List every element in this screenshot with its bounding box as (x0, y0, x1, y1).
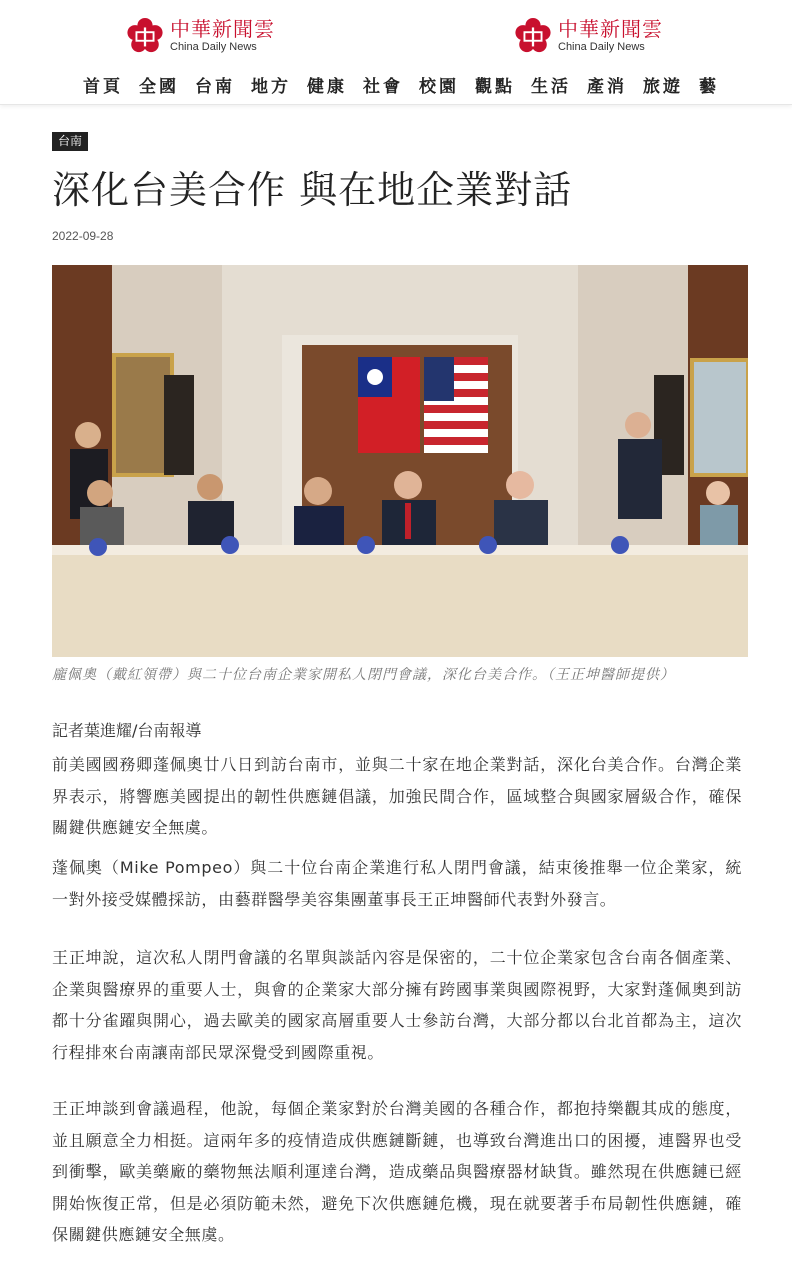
nav-item-health[interactable]: 健康 (307, 77, 347, 97)
logo-chinese-text: 中華新聞雲 (558, 17, 663, 41)
nav-item-arts[interactable]: 藝 (699, 77, 719, 97)
article-paragraph: 王正坤談到會議過程，他說，每個企業家對於台灣美國的各種合作，都抱持樂觀其成的態度，並且願意全力相挺。這兩年多的疫情造成供應鏈斷鏈，也導致台灣進出口的困擾，連醫界也受到衝擊，歐美藥廠的藥物無法順利運達台灣，造成藥品與醫療器材缺貨。雖然現在供應鏈已經開始恢復正常，但是必須防範未然，避免下次供應鏈危機，現在就要著手布局韌性供應鏈，確保關鍵供應鏈安全無虞。 (52, 1099, 742, 1244)
meeting-photo-illustration (52, 265, 748, 657)
category-tag[interactable]: 台南 (52, 132, 88, 151)
logo-flower-icon (514, 17, 552, 55)
logo-flower-icon (126, 17, 164, 55)
article-byline: 記者葉進耀/台南報導 (52, 721, 202, 740)
site-header (0, 0, 792, 105)
article-paragraph: 王正坤說，這次私人閉門會議的名單與談話內容是保密的，二十位企業家包含台南各個產業、企業與醫療界的重要人士，與會的企業家大部分擁有跨國事業與國際視野，大家對蓬佩奧到訪都十分雀躍與開心，過去歐美的國家高層重要人士參訪台灣，大部分都以台北首都為主，這次行程排來台南讓南部民眾深覺受到國際重視。 (52, 948, 742, 1062)
nav-item-opinion[interactable]: 觀點 (475, 77, 515, 97)
nav-item-industry[interactable]: 產消 (587, 77, 627, 97)
article-paragraph: 蓬佩奧（Mike Pompeo）與二十位台南企業進行私人閉門會議，結束後推舉一位企業家，統一對外接受媒體採訪，由藝群醫學美容集團董事長王正坤醫師代表對外發言。 (52, 858, 742, 909)
article-date: 2022-09-28 (52, 229, 114, 243)
nav-item-tainan[interactable]: 台南 (195, 77, 235, 97)
photo-caption: 龐佩奧（戴紅領帶）與二十位台南企業家開私人閉門會議，深化台美合作。（王正坤醫師提供） (52, 667, 675, 683)
nav-item-society[interactable]: 社會 (363, 77, 403, 97)
logo-chinese-text: 中華新聞雲 (170, 17, 275, 41)
nav-item-national[interactable]: 全國 (139, 77, 179, 97)
nav-item-local[interactable]: 地方 (251, 77, 291, 97)
nav-item-campus[interactable]: 校園 (419, 77, 459, 97)
nav-item-home[interactable]: 首頁 (83, 77, 123, 97)
article-photo (52, 265, 748, 657)
logo-english-text: China Daily News (170, 41, 257, 53)
article-paragraph: 前美國國務卿蓬佩奧廿八日到訪台南市，並與二十家在地企業對話，深化台美合作。台灣企業界表示，將響應美國提出的韌性供應鏈倡議，加強民間合作，區域整合與國家層級合作，確保關鍵供應鏈安全無虞。 (52, 755, 742, 837)
site-logo[interactable] (126, 14, 275, 58)
article-title: 深化台美合作 與在地企業對話 (52, 168, 573, 212)
nav-item-travel[interactable]: 旅遊 (643, 77, 683, 97)
nav-item-life[interactable]: 生活 (531, 77, 571, 97)
site-logo-secondary[interactable] (514, 14, 663, 58)
main-nav (83, 72, 792, 98)
logo-english-text: China Daily News (558, 41, 645, 53)
